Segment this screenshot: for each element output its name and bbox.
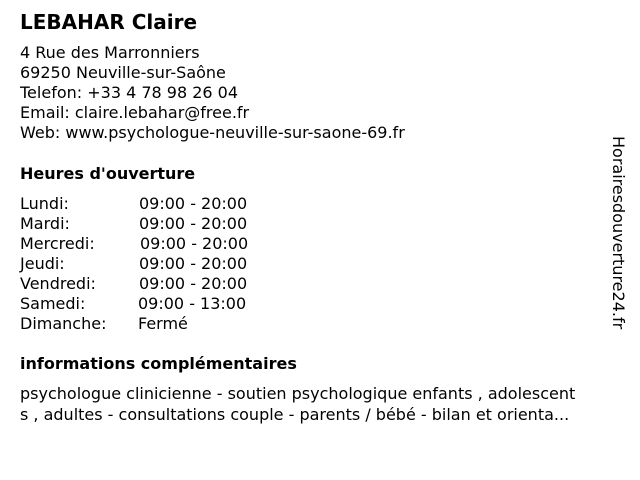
hours-day: Vendredi:: [20, 274, 96, 293]
hours-time: 09:00 - 20:00: [139, 274, 248, 293]
hours-time: 09:00 - 20:00: [139, 214, 248, 233]
additional-info-text: [20, 383, 630, 425]
contact-block: [20, 43, 405, 143]
hours-day: Mardi:: [20, 214, 70, 233]
hours-day: Lundi:: [20, 194, 69, 213]
additional-info-heading: informations complémentaires: [20, 354, 297, 373]
hours-day: Mercredi:: [20, 234, 95, 253]
hours-time: 09:00 - 13:00: [138, 294, 247, 313]
hours-time: 09:00 - 20:00: [140, 234, 249, 253]
hours-day: Jeudi:: [20, 254, 65, 273]
phone-line: Telefon: +33 4 78 98 26 04: [20, 83, 239, 102]
address-street: 4 Rue des Marronniers: [20, 43, 200, 62]
web-line: Web: www.psychologue-neuville-sur-saone-69.fr: [20, 123, 405, 142]
site-watermark: Horairesdouverture24.fr: [609, 136, 628, 330]
business-name: LEBAHAR Claire: [20, 10, 198, 34]
info-line: psychologue clinicienne - soutien psychologique enfants , adolescent: [20, 384, 576, 403]
hours-time: Fermé: [138, 314, 188, 333]
hours-day: Samedi:: [20, 294, 86, 313]
hours-day: Dimanche:: [20, 314, 107, 333]
hours-time: 09:00 - 20:00: [139, 194, 248, 213]
hours-time: 09:00 - 20:00: [139, 254, 248, 273]
info-line: s , adultes - consultations couple - parents / bébé - bilan et orienta...: [20, 405, 570, 424]
email-line: Email: claire.lebahar@free.fr: [20, 103, 250, 122]
opening-hours-heading: Heures d'ouverture: [20, 164, 196, 183]
address-city: 69250 Neuville-sur-Saône: [20, 63, 226, 82]
